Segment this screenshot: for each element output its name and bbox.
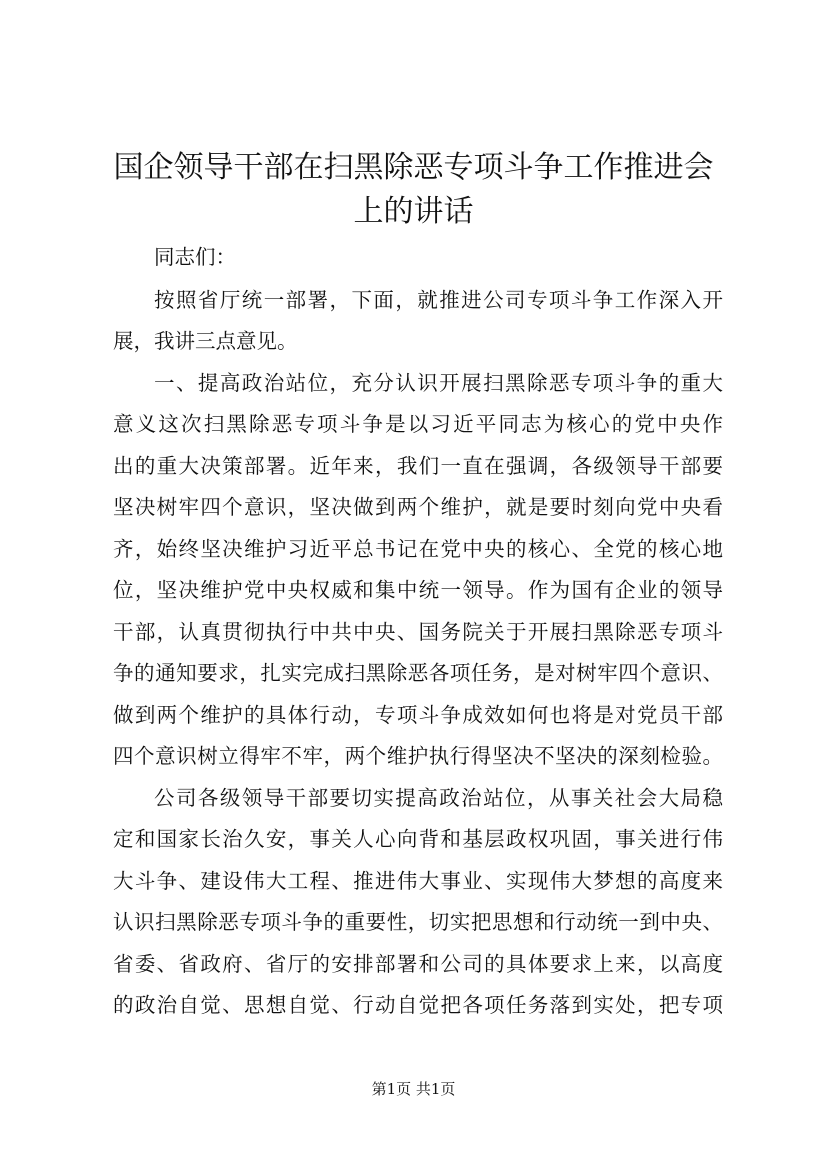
body-line: 省委、省政府、省厅的安排部署和公司的具体要求上来，以高度 — [113, 952, 723, 976]
body-line: 一、提高政治站位，充分认识开展扫黑除恶专项斗争的重大 — [154, 371, 723, 395]
body-line: 位，坚决维护党中央权威和集中统一领导。作为国有企业的领导 — [113, 578, 723, 602]
body-line: 认识扫黑除恶专项斗争的重要性，切实把思想和行动统一到中央、 — [113, 910, 723, 934]
body-line: 出的重大决策部署。近年来，我们一直在强调，各级领导干部要 — [113, 454, 723, 478]
body-line: 的政治自觉、思想自觉、行动自觉把各项任务落到实处，把专项 — [113, 993, 723, 1017]
document-title-line-2: 上的讲话 — [353, 194, 474, 229]
body-line: 做到两个维护的具体行动，专项斗争成效如何也将是对党员干部 — [113, 703, 723, 727]
page-number-footer: 第1页 共1页 — [371, 1080, 456, 1098]
body-line: 大斗争、建设伟大工程、推进伟大事业、实现伟大梦想的高度来 — [113, 869, 723, 893]
body-line: 争的通知要求，扎实完成扫黑除恶各项任务，是对树牢四个意识、 — [113, 661, 723, 685]
body-line: 公司各级领导干部要切实提高政治站位，从事关社会大局稳 — [154, 786, 723, 810]
body-line: 展，我讲三点意见。 — [113, 329, 298, 353]
body-line: 干部，认真贯彻执行中共中央、国务院关于开展扫黑除恶专项斗 — [113, 620, 723, 644]
body-line: 定和国家长治久安，事关人心向背和基层政权巩固，事关进行伟 — [113, 827, 723, 851]
body-line: 坚决树牢四个意识，坚决做到两个维护，就是要时刻向党中央看 — [113, 495, 723, 519]
salutation: 同志们： — [154, 245, 236, 269]
document-title-line-1: 国企领导干部在扫黑除恶专项斗争工作推进会 — [113, 150, 714, 185]
body-line: 齐，始终坚决维护习近平总书记在党中央的核心、全党的核心地 — [113, 537, 723, 561]
body-line: 意义这次扫黑除恶专项斗争是以习近平同志为核心的党中央作 — [113, 412, 723, 436]
body-line: 按照省厅统一部署，下面，就推进公司专项斗争工作深入开 — [154, 288, 723, 312]
body-line: 四个意识树立得牢不牢，两个维护执行得坚决不坚决的深刻检验。 — [113, 744, 723, 768]
